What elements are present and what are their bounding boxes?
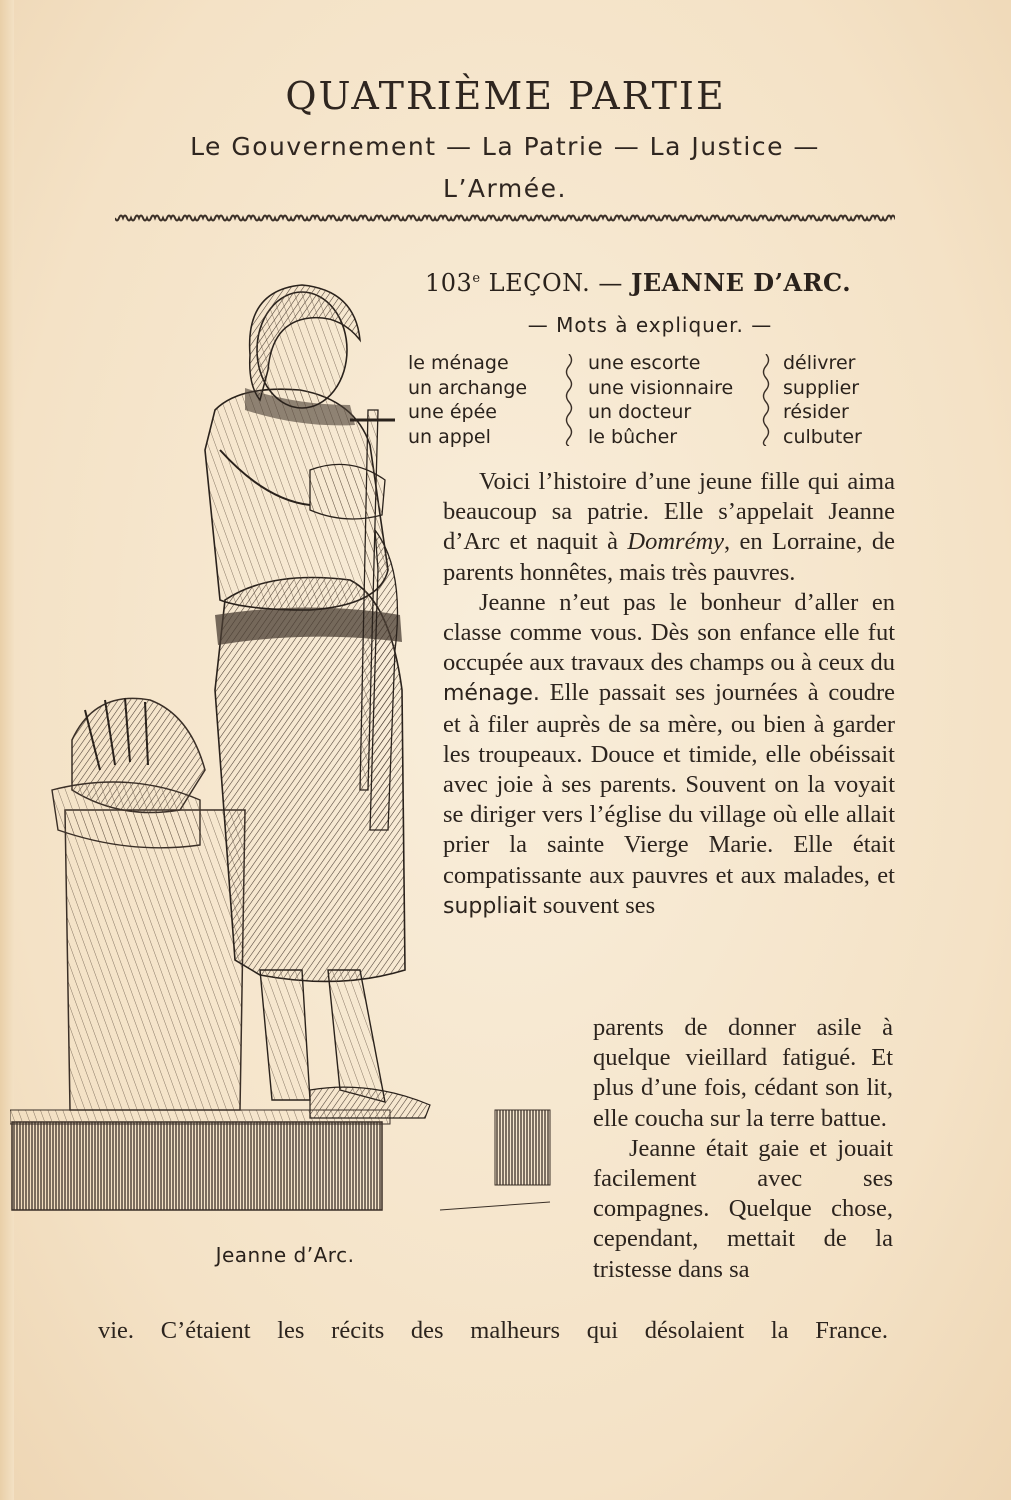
part-subtitle-line2: L’Armée. (443, 174, 567, 203)
lesson-number-suffix: e (472, 271, 481, 286)
vocabulary-word: le ménage (408, 352, 509, 374)
vocabulary-word: délivrer (783, 352, 856, 374)
vocabulary-word: un docteur (588, 401, 692, 423)
vocabulary-word: un archange (408, 376, 528, 399)
vocabulary-word: une visionnaire (588, 376, 734, 399)
paragraph-text: , en Lorraine, de parents honnêtes, mais très pauvres. (443, 528, 895, 586)
vocabulary-word: supplier (783, 376, 860, 399)
lesson-number: 103 (425, 269, 473, 297)
vocabulary-brace (565, 354, 577, 446)
part-title: QUATRIÈME PARTIE (285, 74, 726, 118)
vocabulary-word: résider (783, 401, 849, 423)
paragraph-text: Jeanne n’eut pas le bonheur d’aller en classe comme vous. Dès son enfance elle fut occupée aux travaux des champs ou à ceux du (443, 588, 895, 677)
lesson-text-lower (593, 1013, 893, 1285)
ornamental-wavy-rule (115, 210, 895, 226)
vocabulary-column-2 (588, 351, 768, 449)
lesson-title: JEANNE D’ARC. (631, 268, 852, 297)
paragraph-3: Jeanne était gaie et jouait facilement avec ses compagnes. Quelque chose, cependant, mettait de la tristesse dans sa (593, 1134, 893, 1283)
paragraph-2-continued: parents de donner asile à quelque vieillard fatigué. Et plus d’une fois, cédant son lit, elle coucha sur la terre battue. (593, 1014, 893, 1132)
vocabulary-highlight: suppliait (443, 893, 537, 919)
part-subtitle-line1: Le Gouvernement — La Patrie — La Justice — (190, 132, 820, 161)
paragraph-text: souvent ses (536, 891, 656, 919)
vocabulary-highlight: ménage. (443, 681, 540, 707)
paragraph-3-last-line: vie. C’étaient les récits des malheurs qui désolaient la France. (98, 1317, 888, 1344)
vocabulary-word: une escorte (588, 352, 701, 374)
joan-of-arc-statue-engraving (10, 270, 565, 1220)
vocabulary-word: une épée (408, 401, 497, 423)
vocabulary-word: culbuter (783, 425, 862, 448)
vocabulary-word: le bûcher (588, 425, 678, 448)
figure-caption: Jeanne d’Arc. (215, 1243, 355, 1267)
vocabulary-heading: — Mots à expliquer. — (527, 313, 773, 337)
vocabulary-word: un appel (408, 425, 491, 448)
paragraph-text: Voici l’histoire d’une jeune fille qui aima beaucoup sa patrie. Elle s’appelait Jeanne d’Arc et naquit à (443, 468, 895, 556)
lesson-label: LEÇON. — (488, 269, 623, 297)
vocabulary-column-3 (783, 351, 893, 449)
vocabulary-brace (762, 354, 774, 446)
place-name: Domrémy (627, 528, 725, 556)
paragraph-text: Elle passait ses journées à coudre et à filer auprès de sa mère, ou bien à garder les troupeaux. Douce et timide, elle obéissait avec joie à ses parents. Souvent on la voyait se diriger vers l’église du village où elle allait prier la sainte Vierge Marie. Elle était compatissante aux pauvres et aux malades, et (443, 679, 895, 889)
